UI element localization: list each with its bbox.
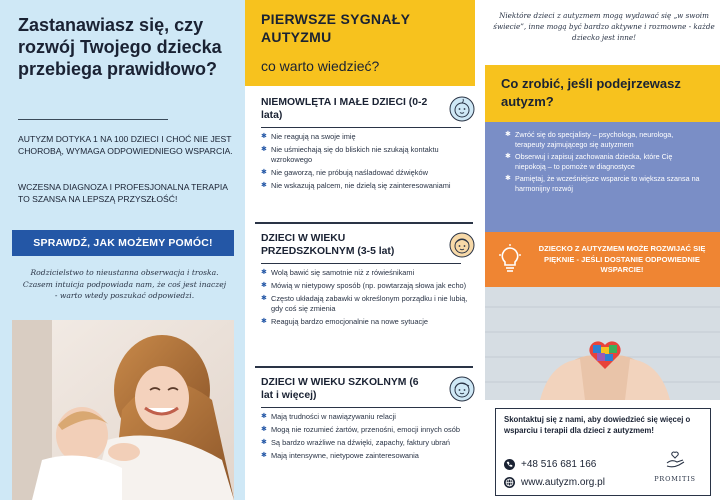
middle-panel [245,0,485,500]
star-bullet-icon: ✱ [261,438,267,446]
star-bullet-icon: ✱ [261,145,267,153]
section-preschool [261,232,479,330]
signs-title: PIERWSZE SYGNAŁY AUTYZMU [261,11,410,45]
list-item [261,294,479,315]
list-item [261,268,479,278]
phone-number: +48 516 681 166 [521,459,597,470]
list-item-text: Obserwuj i zapisuj zachowania dziecka, które Cię niepokoją – to pomoże w diagnostyce [515,152,673,171]
list-item-text: Reagują bardzo emocjonalnie na nowe sytuacje [271,317,428,327]
list-item [261,412,479,422]
section-divider [261,263,461,264]
list-item-text: Mówią w nietypowy sposób (np. powtarzają słowa jak echo) [271,280,467,290]
list-item-text: Pamiętaj, że wcześniejsze wsparcie to większa szansa na harmonijny rozwój [515,174,700,193]
list-item [261,451,479,461]
child-icon [449,232,475,258]
list-item-text: Mogą nie rozumieć żartów, przenośni, emocji innych osób [271,424,460,434]
list-item [261,181,479,191]
list-item [261,132,479,142]
list-item [505,130,705,149]
star-bullet-icon: ✱ [261,451,267,459]
mother-child-photo [12,320,234,500]
list-item [261,317,479,327]
every-child-quote: Niektóre dzieci z autyzmem mogą wydawać się „w swoim świecie”, inne mogą być bardzo aktywne i rozmowne - każde dziecko jest inne! [493,11,715,42]
support-highlight-text: DZIECKO Z AUTYZMEM MOŻE ROZWIJAĆ SIĘ PIĘKNIE - JEŚLI DOSTANIE ODPOWIEDNIE WSPARCIE! [538,244,706,274]
steps-box [485,122,720,232]
promitis-logo-text: PROMITIS [654,475,696,483]
section-title: DZIECI W WIEKU SZKOLNYM (6 lat i więcej) [261,377,419,401]
phone-row[interactable] [504,459,596,470]
left-panel [0,0,245,500]
star-bullet-icon: ✱ [505,175,511,183]
list-item [261,281,479,291]
hands-puzzle-heart-photo [485,287,720,400]
star-bullet-icon: ✱ [261,269,267,276]
section-title: DZIECI W WIEKU PRZEDSZKOLNYM (3-5 lat) [261,233,395,257]
right-panel [485,0,720,500]
what-to-do-title: Co zrobić, jeśli podejrzewasz autyzm? [501,76,681,109]
star-bullet-icon: ✱ [505,153,511,161]
how-we-help-button[interactable]: SPRAWDŹ, JAK MOŻEMY POMÓC! [12,230,234,256]
list-item [261,168,479,178]
section-infants [261,96,479,194]
divider [18,119,168,120]
lightbulb-icon [497,244,523,274]
hand-heart-icon [664,449,686,469]
section-divider [261,407,461,408]
school-child-icon [449,376,475,402]
support-highlight-box [485,232,720,287]
section-school-age [261,376,479,464]
star-bullet-icon: ✱ [261,281,267,289]
list-item-text: Wolą bawić się samotnie niż z rówieśnikami [271,268,415,277]
star-bullet-icon: ✱ [261,413,267,420]
star-bullet-icon: ✱ [261,294,267,302]
section-separator [255,222,473,224]
star-bullet-icon: ✱ [261,133,267,140]
contact-box [495,408,711,496]
star-bullet-icon: ✱ [261,182,267,190]
globe-icon [504,477,515,488]
list-item-text: Mają intensywne, nietypowe zainteresowania [271,450,419,460]
list-item-text: Często układają zabawki w określonym porządku i nie lubią, gdy coś się zmienia [271,293,468,314]
autism-statistic-text: AUTYZM DOTYKA 1 NA 100 DZIECI I CHOĆ NIE JEST CHOROBĄ, WYMAGA ODPOWIEDNIEGO WSPARCIA. [18,134,233,156]
promitis-logo [650,449,700,483]
list-item-text: Nie uśmiechają się do bliskich nie szukają kontaktu wzrokowego [271,144,439,165]
signs-header [245,0,475,86]
list-item [505,174,705,193]
list-item-text: Nie gaworzą, nie próbują naśladować dźwięków [271,168,428,178]
section-separator [255,366,473,368]
website-row[interactable] [504,477,605,488]
list-item-text: Nie reagują na swoje imię [271,132,356,141]
list-item-text: Nie wskazują palcem, nie dzielą się zainteresowaniami [271,181,451,191]
list-item-text: Zwróć się do specjalisty – psychologa, neurologa, terapeuty zajmującego się autyzmem [515,130,674,149]
phone-icon [504,459,515,470]
star-bullet-icon: ✱ [261,425,267,433]
list-item [261,438,479,448]
list-item [505,152,705,171]
section-title: NIEMOWLĘTA I MAŁE DZIECI (0-2 lata) [261,97,428,121]
section-divider [261,127,461,128]
star-bullet-icon: ✱ [261,318,267,326]
early-diagnosis-text: WCZESNA DIAGNOZA I PROFESJONALNA TERAPIA TO SZANSA NA LEPSZĄ PRZYSZŁOŚĆ! [18,182,228,204]
list-item-text: Są bardzo wrażliwe na dźwięki, zapachy, faktury ubrań [271,437,450,447]
signs-subtitle: co warto wiedzieć? [261,58,380,74]
contact-title: Skontaktuj się z nami, aby dowiedzieć się więcej o wsparciu i terapii dla dzieci z autyzmem! [504,415,691,435]
parenting-quote: Rodzicielstwo to nieustanna obserwacja i troska. Czasem intuicja podpowiada nam, że coś jest inaczej - warto wtedy poszukać odpowiedzi. [22,268,227,300]
baby-icon [449,96,475,122]
list-item-text: Mają trudności w nawiązywaniu relacji [271,412,396,421]
website-link: www.autyzm.org.pl [521,477,605,488]
list-item [261,145,479,166]
list-item [261,425,479,435]
star-bullet-icon: ✱ [261,169,267,177]
star-bullet-icon: ✱ [505,131,511,138]
steps-list [505,130,705,197]
left-headline: Zastanawiasz się, czy rozwój Twojego dziecka przebiega prawidłowo? [18,15,222,79]
what-to-do-header [485,65,720,122]
